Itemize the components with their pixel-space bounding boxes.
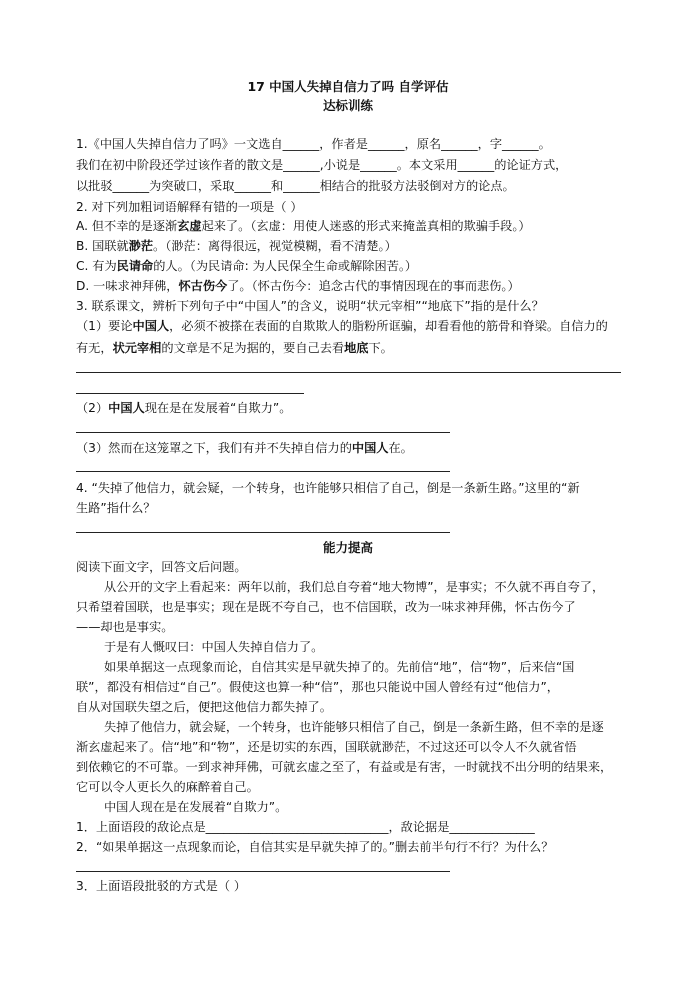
passage-p4-line-3: 到依赖它的不可靠。一到求神拜佛，可就玄虚之至了，有益或是有害，一时就找不出分明的结果来， — [76, 760, 613, 774]
question-3-item-1: （1）要论中国人，必须不被搽在表面的自欺欺人的脂粉所诓骗，却看看他的筋骨和脊梁。自信力的 — [76, 319, 608, 333]
passage-p1-line-1: 从公开的文字上看起来：两年以前，我们总自夸着“地大物博”，是事实；不久就不再自夸了， — [104, 580, 605, 594]
question-4-line-2: 生路”指什么？ — [76, 501, 156, 515]
answer-line — [76, 432, 450, 433]
passage-p5: 中国人现在是在发展着“自欺力”。 — [104, 800, 288, 814]
question-3-item-1-cont: 有无，状元宰相的文章是不足为据的，要自己去看地底下。 — [76, 341, 393, 355]
section-heading-standard: 达标训练 — [322, 98, 373, 113]
section2-question-3: 3．上面语段批驳的方式是（ ） — [76, 879, 247, 893]
passage-p1-line-2: 只希望着国联，也是事实；现在是既不夸自己，也不信国联，改为一味求神拜佛，怀古伤今了 — [76, 600, 576, 614]
answer-line — [76, 471, 450, 472]
question-3: 3. 联系课文，辨析下列句子中“中国人”的含义，说明“状元宰相”“地底下”指的是什么？ — [76, 299, 544, 313]
passage-p4-line-2: 渐玄虚起来了。信“地”和“物”，还是切实的东西，国联就渺茫，不过这还可以令人不久就省悟 — [76, 740, 577, 754]
section2-question-2: 2．“如果单据这一点现象而论，自信其实是早就失掉了的。”删去前半句行不行？为什么？ — [76, 840, 554, 854]
option-a: A. 但不幸的是逐渐玄虚起来了。（玄虚：用使人迷惑的形式来掩盖真相的欺骗手段。） — [76, 219, 531, 233]
question-1-line-2: 我们在初中阶段还学过该作者的散文是______,小说是______。本文采用______的论证方式， — [76, 158, 568, 172]
answer-line — [76, 372, 621, 373]
reading-instruction: 阅读下面文字，回答文后问题。 — [76, 560, 247, 574]
passage-p4-line-1: 失掉了他信力，就会疑，一个转身，也许能够只相信了自己，倒是一条新生路，但不幸的是逐 — [104, 720, 604, 734]
option-b: B. 国联就渺茫。（渺茫：离得很远，视觉模糊，看不清楚。） — [76, 239, 397, 253]
section2-question-1: 1．上面语段的敌论点是______________________________，敌论据是______________ — [76, 820, 535, 834]
question-3-item-3: （3）然而在这笼罩之下，我们有并不失掉自信力的中国人在。 — [76, 441, 413, 455]
passage-p1-line-3: ——却也是事实。 — [76, 620, 174, 634]
question-3-item-2: （2）中国人现在是在发展着“自欺力”。 — [76, 401, 292, 415]
passage-p2: 于是有人慨叹曰：中国人失掉自信力了。 — [104, 640, 324, 654]
question-1-line-3: 以批驳______为突破口，采取______和______相结合的批驳方法驳倒对方的论点。 — [76, 179, 515, 193]
answer-line — [76, 393, 304, 394]
passage-p3-line-2: 联”，都没有相信过“自己”。假使这也算一种“信”，那也只能说中国人曾经有过“他信力”， — [76, 680, 559, 694]
answer-line — [76, 871, 450, 872]
question-1-line-1: 1.《中国人失掉自信力了吗》一文选自______，作者是______，原名______，字______。 — [76, 137, 551, 151]
page-title: 17 中国人失掉自信力了吗 自学评估 — [247, 79, 449, 94]
option-d: D. 一味求神拜佛，怀古伤今了。（怀古伤今：追念古代的事情因现在的事而悲伤。） — [76, 279, 520, 293]
passage-p3-line-1: 如果单据这一点现象而论，自信其实是早就失掉了的。先前信“地”，信“物”，后来信“国 — [104, 660, 575, 674]
answer-line — [76, 532, 450, 533]
question-4-line-1: 4. “失掉了他信力，就会疑，一个转身，也许能够只相信了自己，倒是一条新生路。”这里的“新 — [76, 481, 580, 495]
option-c: C. 有为民请命的人。（为民请命: 为人民保全生命或解除困苦。） — [76, 259, 418, 273]
section-heading-ability: 能力提高 — [322, 540, 373, 555]
passage-p4-line-4: 它可以令人更长久的麻醉着自己。 — [76, 780, 259, 794]
question-2: 2. 对下列加粗词语解释有错的一项是（ ） — [76, 200, 303, 214]
passage-p3-line-3: 自从对国联失望之后，便把这他信力都失掉了。 — [76, 700, 332, 714]
